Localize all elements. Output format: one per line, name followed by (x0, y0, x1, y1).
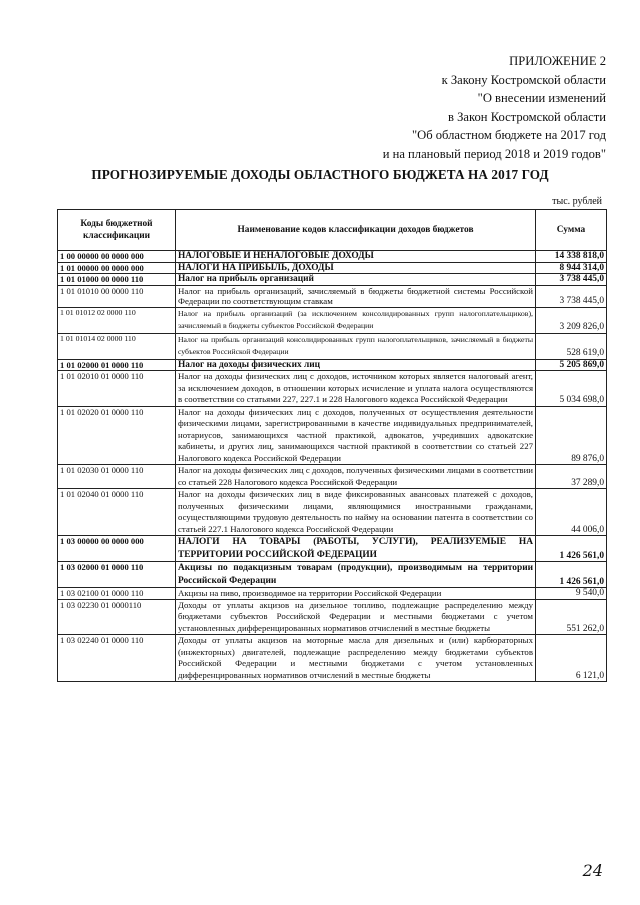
table-row (58, 285, 607, 307)
table-row (58, 307, 607, 333)
row-sum: 6 121,0 (536, 635, 607, 682)
row-code: 1 01 01010 00 0000 110 (58, 285, 176, 307)
table-row (58, 262, 607, 274)
law-reference: "О внесении изменений (477, 91, 606, 106)
row-name: Доходы от уплаты акцизов на моторные масла для дизельных и (или) карбюраторных (инжекторных) двигателей, подлежащие распределению между бюджетами субъектов Российской Федерации и местными бюджетами с учетом установленных дифференцированных нормативов отчислений в местные бюджеты (176, 635, 536, 682)
row-sum: 3 209 826,0 (536, 307, 607, 333)
row-code: 1 03 02240 01 0000 110 (58, 635, 176, 682)
appendix-label: ПРИЛОЖЕНИЕ 2 (509, 54, 606, 68)
table-row (58, 371, 607, 407)
row-code: 1 01 00000 00 0000 000 (58, 262, 176, 274)
row-name: НАЛОГИ НА ТОВАРЫ (РАБОТЫ, УСЛУГИ), РЕАЛИЗУЕМЫЕ НА ТЕРРИТОРИИ РОССИЙСКОЙ ФЕДЕРАЦИИ (176, 536, 536, 562)
row-name: Акцизы по подакцизным товарам (продукции), производимым на территории Российской Федерации (176, 562, 536, 588)
page-number: 24 (582, 861, 603, 880)
row-code: 1 03 02230 01 0000110 (58, 599, 176, 635)
table-row (58, 562, 607, 588)
row-name: НАЛОГОВЫЕ И НЕНАЛОГОВЫЕ ДОХОДЫ (176, 251, 536, 263)
row-code: 1 03 02000 01 0000 110 (58, 562, 176, 588)
row-code: 1 00 00000 00 0000 000 (58, 251, 176, 263)
table-row (58, 599, 607, 635)
table-row (58, 588, 607, 600)
table-row (58, 406, 607, 465)
header-name: Наименование кодов классификации доходов бюджетов (176, 210, 536, 251)
row-name: Налог на доходы физических лиц с доходов, источником которых является налоговый агент, за исключением доходов, в отношении которых исчисление и уплата налога осуществляются в соответствии со статьями 227, 227.1 и 228 Налогового кодекса Российской Федерации (176, 371, 536, 407)
table-row (58, 489, 607, 536)
row-code: 1 01 02030 01 0000 110 (58, 465, 176, 489)
table-row (58, 333, 607, 359)
document-title: ПРОГНОЗИРУЕМЫЕ ДОХОДЫ ОБЛАСТНОГО БЮДЖЕТА НА 2017 ГОД (91, 167, 549, 182)
row-sum: 3 738 445,0 (536, 285, 607, 307)
row-name: Налог на прибыль организаций (176, 274, 536, 286)
row-sum: 8 944 314,0 (536, 262, 607, 274)
table-row (58, 359, 607, 371)
row-sum: 528 619,0 (536, 333, 607, 359)
row-name: Налог на доходы физических лиц (176, 359, 536, 371)
row-code: 1 01 02010 01 0000 110 (58, 371, 176, 407)
row-sum: 44 006,0 (536, 489, 607, 536)
table-header-row (58, 210, 607, 251)
row-sum: 551 262,0 (536, 599, 607, 635)
header-code: Коды бюджетной классификации (58, 210, 176, 251)
law-reference: и на плановый период 2018 и 2019 годов" (382, 146, 606, 161)
row-code: 1 03 02100 01 0000 110 (58, 588, 176, 600)
revenue-table (57, 209, 607, 682)
row-code: 1 01 01014 02 0000 110 (58, 333, 176, 359)
row-sum: 1 426 561,0 (536, 536, 607, 562)
row-name: НАЛОГИ НА ПРИБЫЛЬ, ДОХОДЫ (176, 262, 536, 274)
row-sum: 5 034 698,0 (536, 371, 607, 407)
row-code: 1 01 01012 02 0000 110 (58, 307, 176, 333)
row-name: Доходы от уплаты акцизов на дизельное топливо, подлежащие распределению между бюджетами субъектов Российской Федерации и местными бюджетами с учетом установленных дифференцированных нормативов отчислений в местные бюджеты (176, 599, 536, 635)
row-sum: 89 876,0 (536, 406, 607, 465)
row-name: Налог на доходы физических лиц с доходов, полученных от осуществления деятельности физическими лицами, зарегистрированными в качестве индивидуальных предпринимателей, нотариусов, занимающихся частной практикой, адвокатов, учредивших адвокатские кабинеты, и других лиц, занимающихся частной практикой в соответствии со статьей 227 Налогового кодекса Российской Федерации (176, 406, 536, 465)
row-sum: 14 338 818,0 (536, 251, 607, 263)
row-code: 1 03 00000 00 0000 000 (58, 536, 176, 562)
appendix-header (383, 52, 606, 164)
row-sum: 37 289,0 (536, 465, 607, 489)
row-sum: 3 738 445,0 (536, 274, 607, 286)
row-code: 1 01 02000 01 0000 110 (58, 359, 176, 371)
row-name: Налог на прибыль организаций (за исключением консолидированных групп налогоплательщиков), зачисляемый в бюджеты субъектов Российской Федерации (176, 307, 536, 333)
row-name: Налог на доходы физических лиц в виде фиксированных авансовых платежей с доходов, полученных физическими лицами, являющимися иностранными гражданами, осуществляющими трудовую деятельность по найму на основании патента в соответствии со статьей 227.1 Налогового кодекса Российской Федерации (176, 489, 536, 536)
law-reference: к Закону Костромской области (441, 72, 606, 87)
row-code: 1 01 02040 01 0000 110 (58, 489, 176, 536)
row-sum: 5 205 869,0 (536, 359, 607, 371)
table-row (58, 465, 607, 489)
row-sum: 1 426 561,0 (536, 562, 607, 588)
table-row (58, 274, 607, 286)
law-reference: в Закон Костромской области (448, 109, 606, 124)
table-row (58, 635, 607, 682)
law-reference: "Об областном бюджете на 2017 год (411, 128, 606, 143)
header-sum: Сумма (536, 210, 607, 251)
row-name: Налог на доходы физических лиц с доходов, полученных физическими лицами в соответствии со статьей 228 Налогового кодекса Российской Федерации (176, 465, 536, 489)
row-code: 1 01 02020 01 0000 110 (58, 406, 176, 465)
row-name: Налог на прибыль организаций, зачисляемый в бюджеты бюджетной системы Российской Федерации по соответствующим ставкам (176, 285, 536, 307)
row-name: Налог на прибыль организаций консолидированных групп налогоплательщиков, зачисляемый в бюджеты субъектов Российской Федерации (176, 333, 536, 359)
row-sum: 9 540,0 (536, 588, 607, 600)
table-row (58, 536, 607, 562)
row-name: Акцизы на пиво, производимое на территории Российской Федерации (176, 588, 536, 600)
row-code: 1 01 01000 00 0000 110 (58, 274, 176, 286)
units-label: тыс. рублей (552, 196, 602, 207)
table-row (58, 251, 607, 263)
